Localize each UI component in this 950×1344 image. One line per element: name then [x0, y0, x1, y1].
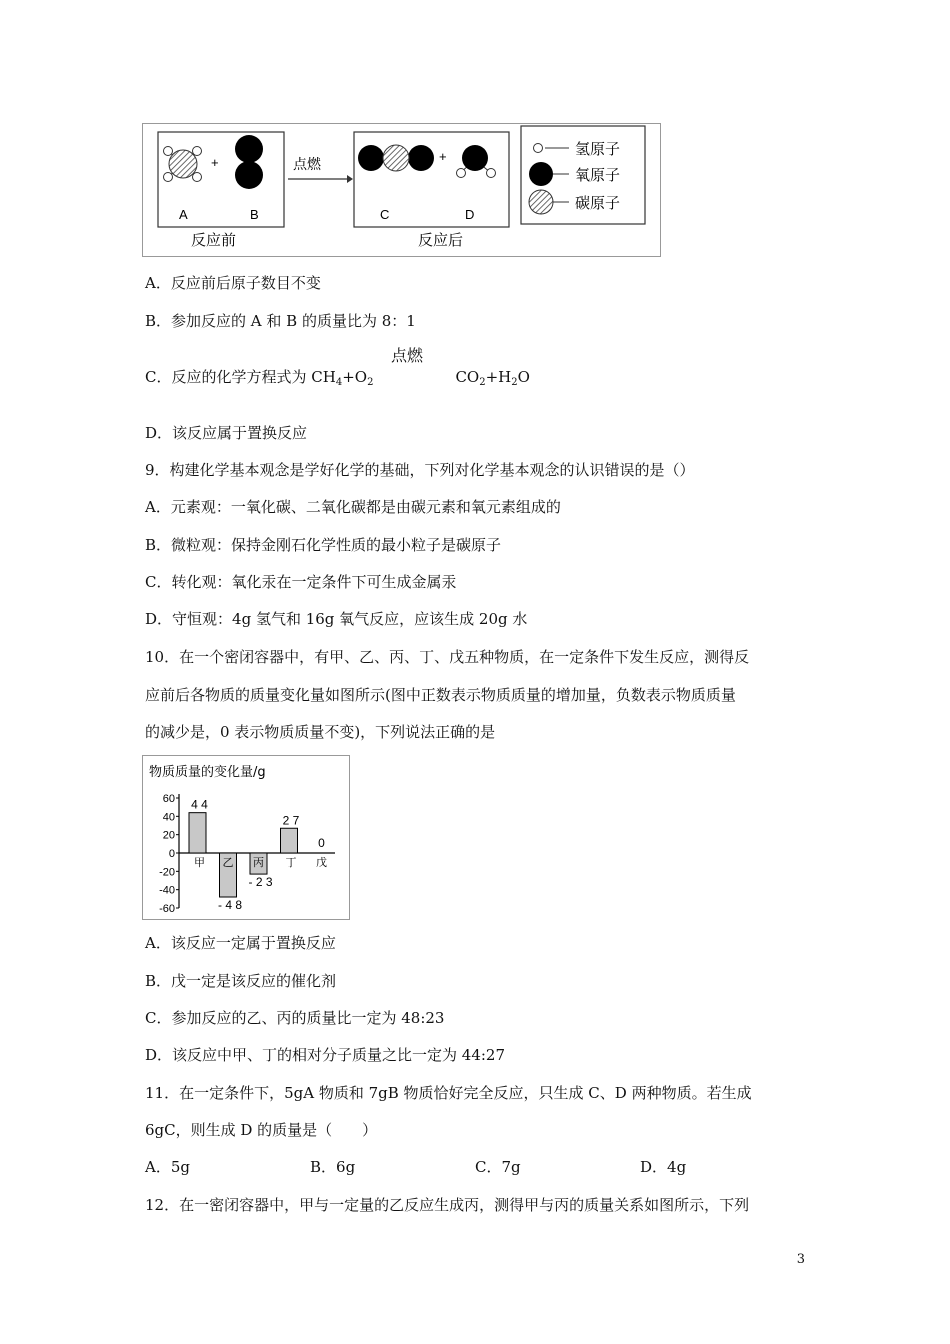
data-label: 0	[318, 836, 325, 850]
y-tick-label: -20	[159, 866, 175, 879]
q11-option-c: C．7g	[475, 1158, 521, 1176]
category-label: 甲	[194, 856, 205, 869]
molecule-a-icon	[164, 147, 202, 182]
molecule-d-icon	[457, 145, 496, 178]
after-box	[354, 132, 509, 227]
category-label: 丙	[253, 856, 264, 869]
q10-stem-line3: 的减少是，0 表示物质质量不变)，下列说法正确的是	[145, 723, 496, 741]
reaction-diagram-svg	[143, 124, 660, 256]
before-label: 反应前	[191, 231, 237, 249]
q8-c-prefix: C．反应的化学方程式为 CH	[145, 368, 336, 386]
label-b: B	[250, 207, 259, 222]
category-label: 乙	[222, 856, 234, 869]
q11-stem-line2: 6gC，则生成 D 的质量是（ ）	[145, 1121, 378, 1139]
q8-c-sub2: 2	[367, 377, 374, 388]
q10-stem-line1: 10．在一个密闭容器中，有甲、乙、丙、丁、戊五种物质，在一定条件下发生反应，测得反	[145, 648, 750, 666]
y-tick-label: 60	[162, 793, 175, 805]
reaction-diagram	[142, 123, 661, 257]
label-d: D	[465, 207, 475, 222]
molecule-b-icon	[235, 135, 263, 189]
legend-carbon: 碳原子	[575, 194, 621, 212]
q10-option-b: B．戊一定是该反应的催化剂	[145, 972, 337, 990]
q8-c-prod1: CO	[455, 368, 480, 386]
arrow-condition: 点燃	[293, 157, 321, 173]
q8-c-condition: 点燃	[391, 346, 424, 365]
q8-option-a: A．反应前后原子数目不变	[145, 274, 321, 292]
legend-hydrogen: 氢原子	[575, 140, 621, 158]
q8-c-prod3: O	[517, 368, 530, 386]
molecule-c-icon	[358, 145, 434, 171]
y-tick-label: 40	[162, 811, 175, 824]
category-label: 丁	[285, 856, 297, 869]
q11-stem-line1: 11．在一定条件下，5gA 物质和 7gB 物质恰好完全反应，只生成 C、D 两种物质。若生成	[145, 1084, 752, 1102]
oxygen-atom-icon	[529, 162, 553, 186]
y-tick-label: 20	[162, 829, 175, 842]
q8-c-sub3: 2	[479, 377, 486, 388]
q8-option-d: D．该反应属于置换反应	[145, 424, 308, 442]
after-label: 反应后	[418, 231, 464, 249]
mass-change-chart-svg	[143, 756, 349, 919]
q8-option-b: B．参加反应的 A 和 B 的质量比为 8：1	[145, 312, 416, 330]
q12-stem-line1: 12．在一密闭容器中，甲与一定量的乙反应生成丙，测得甲与丙的质量关系如图所示，下列	[145, 1196, 750, 1214]
q10-option-a: A．该反应一定属于置换反应	[145, 934, 336, 952]
q9-option-d: D．守恒观：4g 氢气和 16g 氧气反应，应该生成 20g 水	[145, 610, 528, 628]
q9-option-c: C．转化观：氧化汞在一定条件下可生成金属汞	[145, 573, 457, 591]
carbon-atom-icon	[529, 190, 553, 214]
bar	[189, 813, 206, 853]
data-label: - 4 8	[217, 898, 243, 912]
q10-stem-line2: 应前后各物质的质量变化量如图所示(图中正数表示物质质量的增加量，负数表示物质质量	[145, 686, 736, 704]
data-label: 2 7	[282, 813, 300, 828]
label-c: C	[380, 207, 390, 222]
q9-option-a: A．元素观：一氧化碳、二氧化碳都是由碳元素和氧元素组成的	[145, 498, 561, 516]
page-number: 3	[796, 1252, 805, 1267]
y-tick-label: 0	[168, 848, 175, 860]
y-tick-label: -60	[159, 903, 175, 915]
q8-c-mid: +O	[342, 368, 368, 386]
q11-option-d: D．4g	[640, 1158, 687, 1176]
q8-c-sub4: 2	[511, 377, 518, 388]
q9-option-b: B．微粒观：保持金刚石化学性质的最小粒子是碳原子	[145, 536, 502, 554]
plus-sign-2: +	[439, 149, 447, 164]
legend-oxygen: 氧原子	[575, 166, 621, 184]
y-tick-label: -40	[159, 884, 175, 897]
q11-option-a: A．5g	[145, 1158, 190, 1176]
data-label: 4 4	[191, 797, 208, 812]
plus-sign: +	[211, 155, 219, 170]
q10-option-d: D．该反应中甲、丁的相对分子质量之比一定为 44:27	[145, 1046, 506, 1064]
q10-option-c: C．参加反应的乙、丙的质量比一定为 48:23	[145, 1009, 445, 1027]
hydrogen-atom-icon	[534, 144, 543, 153]
q8-c-sub1: 4	[335, 377, 343, 388]
q8-c-prod2: +H	[485, 368, 512, 386]
before-box	[158, 132, 284, 227]
bar	[281, 828, 298, 853]
mass-change-chart	[142, 755, 350, 920]
category-label: 戊	[316, 856, 327, 869]
chart-title: 物质质量的变化量/g	[149, 765, 266, 780]
q9-stem: 9．构建化学基本观念是学好化学的基础，下列对化学基本观念的认识错误的是（）	[145, 461, 695, 479]
q11-option-b: B．6g	[310, 1158, 356, 1176]
label-a: A	[179, 207, 188, 222]
data-label: - 2 3	[248, 875, 273, 890]
q8-option-c	[145, 367, 530, 393]
